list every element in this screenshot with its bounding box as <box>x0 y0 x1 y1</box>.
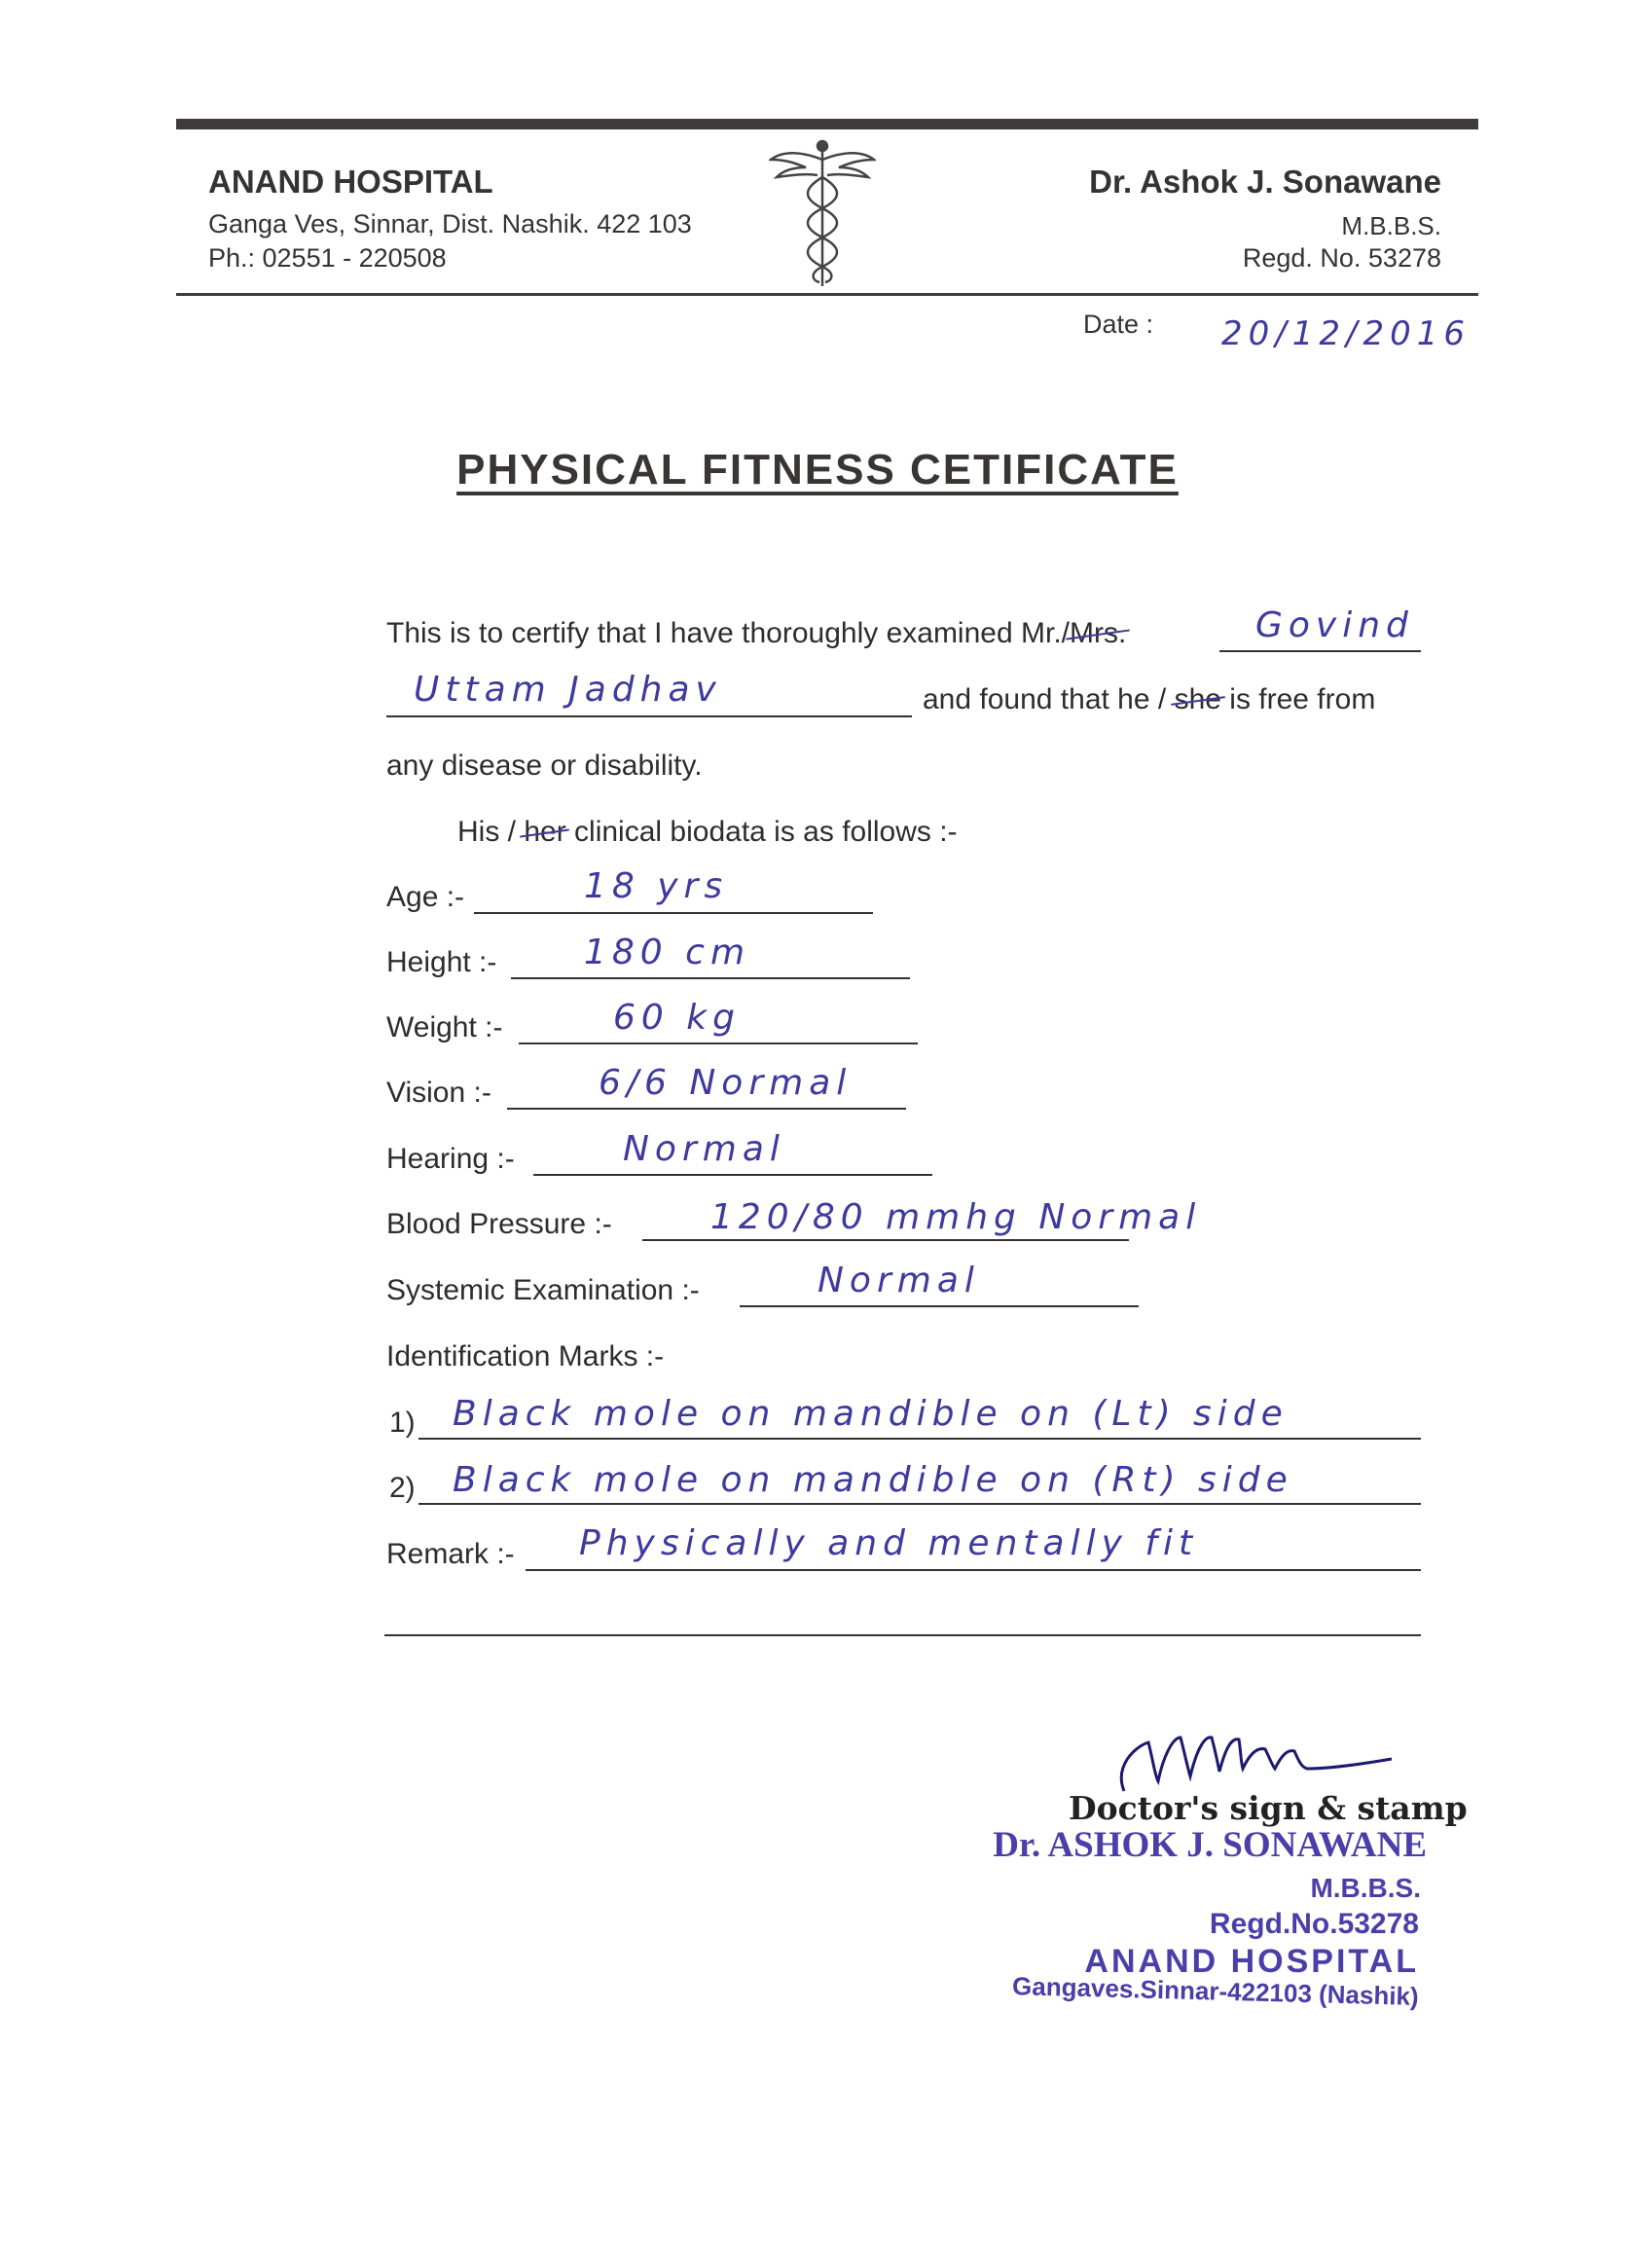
height-line <box>511 977 910 979</box>
age-label: Age :- <box>386 881 465 913</box>
mark1-line <box>418 1438 1421 1440</box>
bp-label: Blood Pressure :- <box>386 1208 612 1240</box>
date-label: Date : <box>1083 310 1154 339</box>
certify-line-3: any disease or disability. <box>386 750 703 782</box>
patient-name-rest: Uttam Jadhav <box>414 670 722 710</box>
weight-value: 60 kg <box>613 998 741 1038</box>
patient-name-first: Govind <box>1255 605 1414 645</box>
mrs-struck: Mrs. <box>1069 617 1127 649</box>
certificate-title: PHYSICAL FITNESS CETIFICATE <box>456 446 1179 494</box>
biodata-rest: clinical biodata is as follows :- <box>574 816 958 848</box>
stamp-regd: Regd.No.53278 <box>1209 1908 1419 1940</box>
vision-label: Vision :- <box>386 1077 491 1109</box>
doctor-name: Dr. Ashok J. Sonawane <box>1089 164 1441 200</box>
mark1-value: Black mole on mandible on (Lt) side <box>453 1394 1289 1434</box>
hearing-label: Hearing :- <box>386 1143 515 1175</box>
hospital-address: Ganga Ves, Sinnar, Dist. Nashik. 422 103 <box>208 209 692 238</box>
certify-line-2 <box>923 683 1375 716</box>
biodata-intro <box>457 816 958 849</box>
hearing-line <box>533 1174 932 1176</box>
certify-end: is free from <box>1229 683 1376 715</box>
doctor-sign-label: Doctor's sign & stamp <box>1069 1789 1468 1827</box>
mark1-number: 1) <box>389 1407 416 1439</box>
vision-line <box>507 1108 906 1110</box>
header-bottom-rule <box>176 293 1478 296</box>
extra-remark-line <box>384 1634 1421 1636</box>
certify-line-1 <box>386 617 1126 650</box>
header-top-rule <box>176 119 1478 129</box>
mark2-line <box>418 1503 1421 1505</box>
id-marks-label: Identification Marks :- <box>386 1340 665 1372</box>
stamp-hospital: ANAND HOSPITAL <box>1084 1943 1419 1980</box>
systemic-label: Systemic Examination :- <box>386 1274 700 1306</box>
certify-prefix: This is to certify that I have thoroughly examined Mr./ <box>386 617 1070 649</box>
remark-label: Remark :- <box>386 1538 515 1570</box>
systemic-line <box>740 1305 1139 1307</box>
bp-line <box>642 1239 1129 1241</box>
doctor-regd-number: Regd. No. 53278 <box>1242 243 1441 273</box>
weight-line <box>519 1043 918 1044</box>
stamp-qualification: M.B.B.S. <box>1310 1873 1421 1903</box>
doctor-signature <box>1095 1708 1406 1796</box>
hearing-value: Normal <box>623 1129 785 1169</box>
remark-line <box>526 1569 1421 1571</box>
biodata-prefix: His / <box>457 816 516 848</box>
mark2-number: 2) <box>389 1472 416 1504</box>
height-value: 180 cm <box>584 933 751 972</box>
height-label: Height :- <box>386 946 497 978</box>
hospital-phone: Ph.: 02551 - 220508 <box>208 243 447 273</box>
date-value: 20/12/2016 <box>1221 314 1471 353</box>
hospital-name: ANAND HOSPITAL <box>208 164 493 200</box>
certify-mid: and found that he / <box>923 683 1167 715</box>
remark-value: Physically and mentally fit <box>579 1523 1199 1563</box>
doctor-qualification: M.B.B.S. <box>1341 211 1441 240</box>
age-value: 18 yrs <box>584 866 729 906</box>
vision-value: 6/6 Normal <box>599 1063 853 1103</box>
name-line-2 <box>386 715 912 717</box>
bp-value: 120/80 mmhg Normal <box>710 1197 1202 1237</box>
name-line-1 <box>1219 650 1421 652</box>
weight-label: Weight :- <box>386 1011 503 1043</box>
stamp-address: Gangaves.Sinnar-422103 (Nashik) <box>1012 1971 1420 2011</box>
systemic-value: Normal <box>818 1261 980 1300</box>
her-struck: her <box>524 816 566 848</box>
she-struck: she <box>1174 683 1221 715</box>
mark2-value: Black mole on mandible on (Rt) side <box>453 1460 1293 1500</box>
stamp-doctor-name: Dr. ASHOK J. SONAWANE <box>993 1825 1427 1865</box>
age-line <box>474 912 873 914</box>
caduceus-icon <box>769 138 876 289</box>
